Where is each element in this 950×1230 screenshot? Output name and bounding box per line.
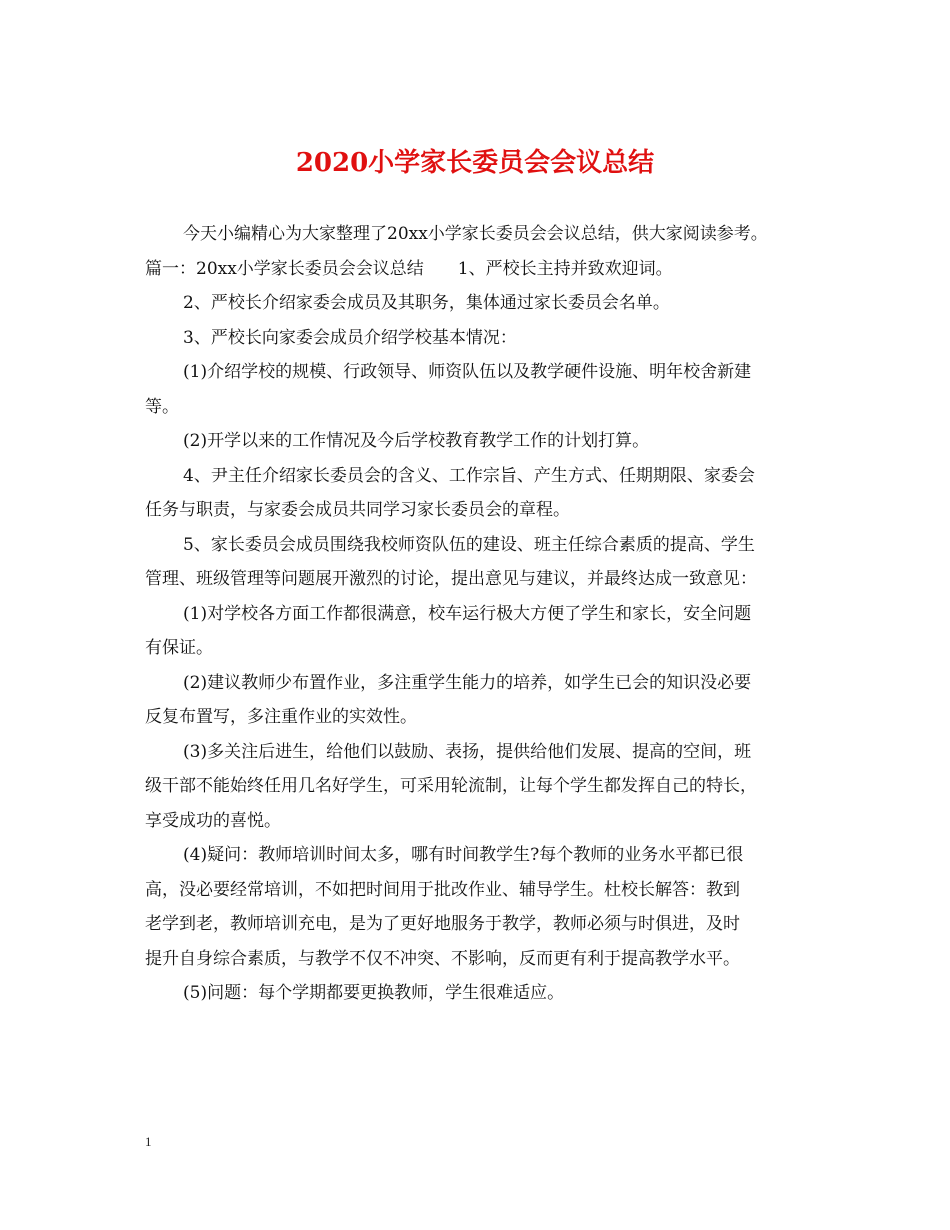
page-number: 1 [145, 1134, 152, 1149]
text-line: (2)建议教师少布置作业，多注重学生能力的培养，如学生已会的知识没必要 [183, 672, 752, 693]
text-line: (4)疑问：教师培训时间太多，哪有时间教学生?每个教师的业务水平都已很 [183, 845, 744, 865]
text-line: 5、家长委员会成员围绕我校师资队伍的建设、班主任综合素质的提高、学生 [183, 534, 755, 555]
text-line: 提升自身综合素质，与教学不仅不冲突、不影响，反而更有利于提高教学水平。 [145, 948, 740, 969]
text-line: (2)开学以来的工作情况及今后学校教育教学工作的计划打算。 [183, 431, 650, 451]
text-line: 任务与职责，与家委会成员共同学习家长委员会的章程。 [145, 500, 570, 520]
text-line: 享受成功的喜悦。 [145, 810, 281, 831]
text-line: 有保证。 [145, 638, 213, 658]
text-line: 级干部不能始终任用几名好学生，可采用轮流制，让每个学生都发挥自己的特长， [145, 776, 757, 796]
text-line: 4、尹主任介绍家长委员会的含义、工作宗旨、产生方式、任期期限、家委会 [183, 465, 755, 486]
text-line: (1)介绍学校的规模、行政领导、师资队伍以及教学硬件设施、明年校舍新建 [183, 362, 752, 382]
text-line: 等。 [145, 396, 179, 417]
text-line: (3)多关注后进生，给他们以鼓励、表扬，提供给他们发展、提高的空间，班 [183, 741, 752, 762]
text-line: 篇一：20xx小学家长委员会会议总结 1、严校长主持并致欢迎词。 [145, 258, 673, 279]
text-line: (5)问题：每个学期都要更换教师，学生很难适应。 [183, 983, 565, 1003]
text-line: 3、严校长向家委会成员介绍学校基本情况： [183, 327, 517, 348]
text-line: 反复布置写，多注重作业的实效性。 [145, 707, 417, 727]
text-line: (1)对学校各方面工作都很满意，校车运行极大方便了学生和家长，安全问题 [183, 603, 752, 624]
document-body [145, 217, 821, 1011]
text-line: 管理、班级管理等问题展开激烈的讨论，提出意见与建议，并最终达成一致意见： [145, 569, 757, 589]
document-title: 2020小学家长委员会会议总结 [295, 148, 655, 178]
text-line: 今天小编精心为大家整理了20xx小学家长委员会会议总结，供大家阅读参考。 [183, 224, 768, 244]
text-line: 高，没必要经常培训，不如把时间用于批改作业、辅导学生。杜校长解答：教到 [145, 879, 740, 900]
text-line: 老学到老，教师培训充电，是为了更好地服务于教学，教师必须与时俱进，及时 [145, 914, 740, 934]
text-line: 2、严校长介绍家委会成员及其职务，集体通过家长委员会名单。 [183, 293, 670, 313]
